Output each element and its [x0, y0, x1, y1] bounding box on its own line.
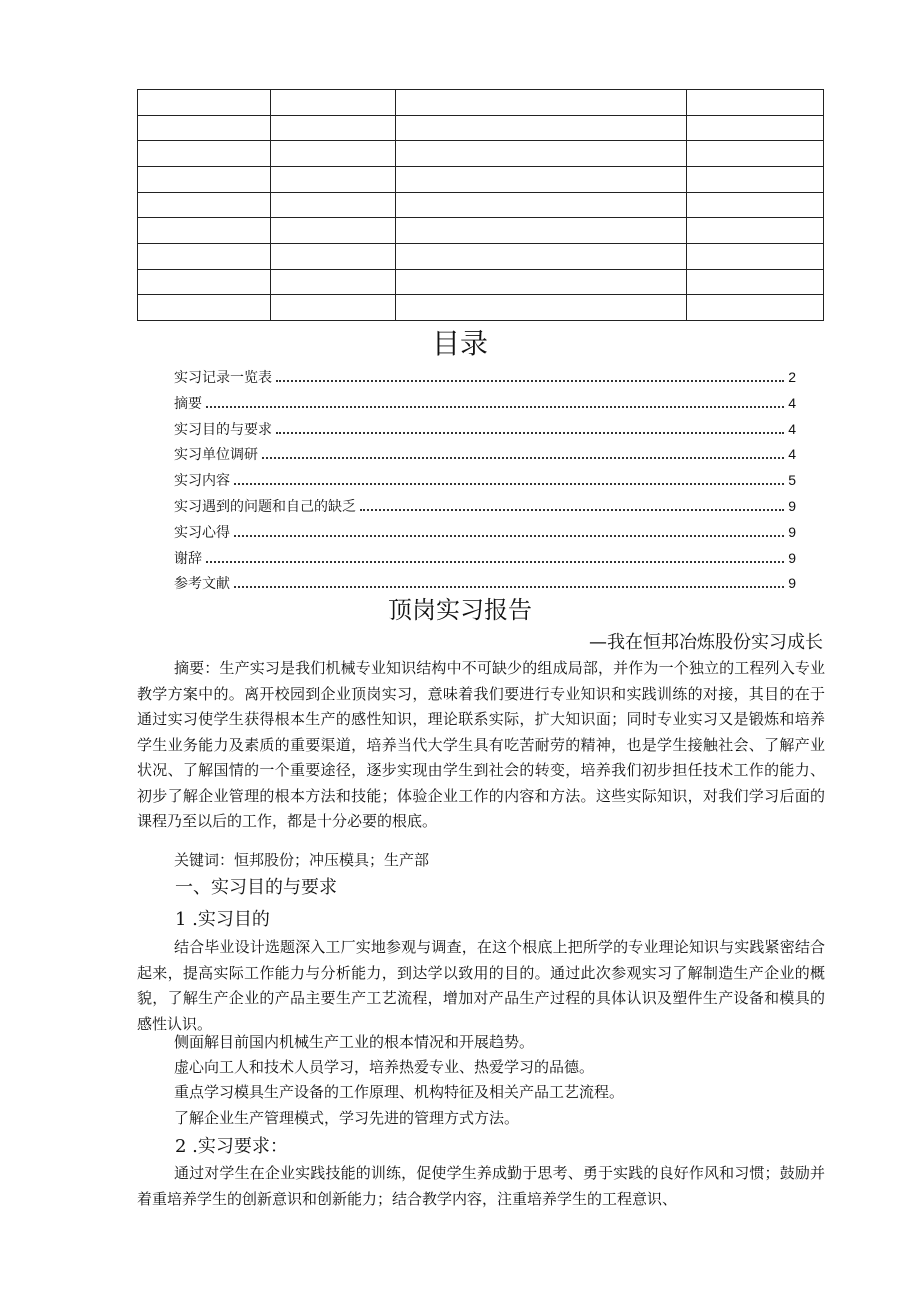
toc-leader — [234, 483, 784, 485]
section-heading: 一、实习目的与要求 — [175, 877, 337, 898]
toc-item-label: 摘要 — [174, 395, 202, 412]
table-cell — [271, 192, 396, 218]
table-cell — [687, 192, 824, 218]
toc-leader — [234, 586, 784, 588]
toc-leader — [206, 406, 784, 408]
table-cell — [271, 115, 396, 141]
subsection-heading: 1 .实习目的 — [175, 909, 270, 930]
table-cell — [271, 90, 396, 116]
table-cell — [138, 141, 271, 167]
report-subtitle: —我在恒邦冶炼股份实习成长 — [589, 632, 823, 653]
table-cell — [396, 141, 687, 167]
toc-leader — [262, 457, 784, 459]
toc-item-page: 4 — [788, 394, 796, 411]
toc-leader — [276, 380, 784, 382]
table-cell — [138, 192, 271, 218]
table-row — [138, 218, 824, 244]
table-cell — [138, 269, 271, 295]
keywords-line: 关键词：恒邦股份；冲压模具；生产部 — [174, 851, 430, 869]
table-cell — [271, 269, 396, 295]
table-cell — [396, 166, 687, 192]
toc-item-page: 4 — [788, 446, 796, 463]
table-cell — [138, 218, 271, 244]
toc-leader — [234, 535, 784, 537]
toc-list — [174, 366, 796, 598]
toc-item-label: 实习内容 — [174, 473, 230, 490]
table-cell — [396, 218, 687, 244]
toc-item-label: 实习记录一览表 — [174, 370, 272, 386]
table-cell — [271, 243, 396, 269]
table-cell — [138, 243, 271, 269]
toc-item-page: 9 — [788, 549, 796, 566]
table-row — [138, 90, 824, 116]
toc-item[interactable] — [174, 366, 796, 392]
toc-item[interactable] — [174, 443, 796, 469]
table-cell — [138, 295, 271, 321]
toc-item-label: 实习目的与要求 — [174, 421, 272, 438]
table-cell — [687, 90, 824, 116]
table-row — [138, 115, 824, 141]
table-row — [138, 141, 824, 167]
table-cell — [138, 90, 271, 116]
toc-title: 目录 — [431, 327, 488, 360]
body-paragraph: 通过对学生在企业实践技能的训练，促使学生养成勤于思考、勇于实践的良好作风和习惯；鼓励并着重培养学生的创新意识和创新能力；结合教学内容，注重培养学生的工程意识、 — [137, 1164, 825, 1208]
table-row — [138, 166, 824, 192]
toc-item-page: 9 — [788, 575, 796, 592]
table-row — [138, 295, 824, 321]
table-cell — [396, 90, 687, 116]
toc-item-label: 谢辞 — [174, 550, 202, 567]
table-cell — [271, 141, 396, 167]
table-cell — [396, 243, 687, 269]
table-cell — [396, 269, 687, 295]
table-cell — [687, 218, 824, 244]
list-item: 侧面解目前国内机械生产工业的根本情况和开展趋势。 — [174, 1033, 535, 1051]
table-cell — [138, 166, 271, 192]
abstract-paragraph: 摘要：生产实习是我们机械专业知识结构中不可缺少的组成局部，并作为一个独立的工程列入专业教学方案中的。离开校园到企业顶岗实习，意味着我们要进行专业知识和实践训练的对接，其目的在于通过实习使学生获得根本生产的感性知识，理论联系实际，扩大知识面；同时专业实习又是锻炼和培养学生业务能力及素质的重要渠道，培养当代大学生具有吃苦耐劳的精神，也是学生接触社会、了解产业状况、了解国情的一个重要途径，逐步实现由学生到社会的转变，培养我们初步担任技术工作的能力、初步了解企业管理的根本方法和技能；体验企业工作的内容和方法。这些实际知识，对我们学习后面的课程乃至以后的工作，都是十分必要的根底。 — [137, 659, 825, 830]
toc-item[interactable] — [174, 521, 796, 547]
list-item: 了解企业生产管理模式，学习先进的管理方式方法。 — [174, 1109, 520, 1127]
list-item: 重点学习模具生产设备的工作原理、机构特征及相关产品工艺流程。 — [174, 1083, 625, 1101]
body-paragraph: 结合毕业设计选题深入工厂实地参观与调查，在这个根底上把所学的专业理论知识与实践紧密结合起来，提高实际工作能力与分析能力，到达学以致用的目的。通过此次参观实习了解制造生产企业的概貌，了解生产企业的产品主要生产工艺流程，增加对产品生产过程的具体认识及塑件生产设备和模具的感性认识。 — [137, 938, 825, 1033]
table-cell — [687, 166, 824, 192]
report-title: 顶岗实习报告 — [388, 596, 532, 624]
list-item: 虚心向工人和技术人员学习，培养热爱专业、热爱学习的品德。 — [174, 1058, 595, 1076]
toc-item-label: 实习心得 — [174, 524, 230, 541]
table-cell — [687, 115, 824, 141]
table-cell — [396, 192, 687, 218]
toc-leader — [276, 432, 784, 434]
table-cell — [687, 243, 824, 269]
toc-item[interactable] — [174, 392, 796, 418]
toc-item-label: 实习遇到的问题和自己的缺乏 — [174, 498, 356, 515]
table-cell — [396, 115, 687, 141]
toc-item-page: 4 — [788, 420, 796, 437]
record-table — [137, 89, 824, 321]
table-cell — [396, 295, 687, 321]
subsection-heading: 2 .实习要求： — [175, 1136, 288, 1157]
table-row — [138, 243, 824, 269]
toc-item[interactable] — [174, 547, 796, 573]
toc-leader — [360, 509, 784, 511]
toc-leader — [206, 561, 784, 563]
table-cell — [687, 295, 824, 321]
toc-item[interactable] — [174, 469, 796, 495]
toc-item[interactable] — [174, 418, 796, 444]
table-row — [138, 192, 824, 218]
table-cell — [271, 166, 396, 192]
toc-item-label: 实习单位调研 — [174, 447, 258, 464]
toc-item-label: 参考文献 — [174, 576, 230, 593]
toc-item-page: 9 — [788, 497, 796, 514]
toc-item-page: 2 — [788, 369, 796, 385]
toc-item[interactable] — [174, 495, 796, 521]
table-cell — [138, 115, 271, 141]
toc-item-page: 9 — [788, 523, 796, 540]
toc-item-page: 5 — [788, 472, 796, 489]
table-cell — [687, 269, 824, 295]
table-cell — [271, 218, 396, 244]
table-cell — [687, 141, 824, 167]
table-row — [138, 269, 824, 295]
table-cell — [271, 295, 396, 321]
